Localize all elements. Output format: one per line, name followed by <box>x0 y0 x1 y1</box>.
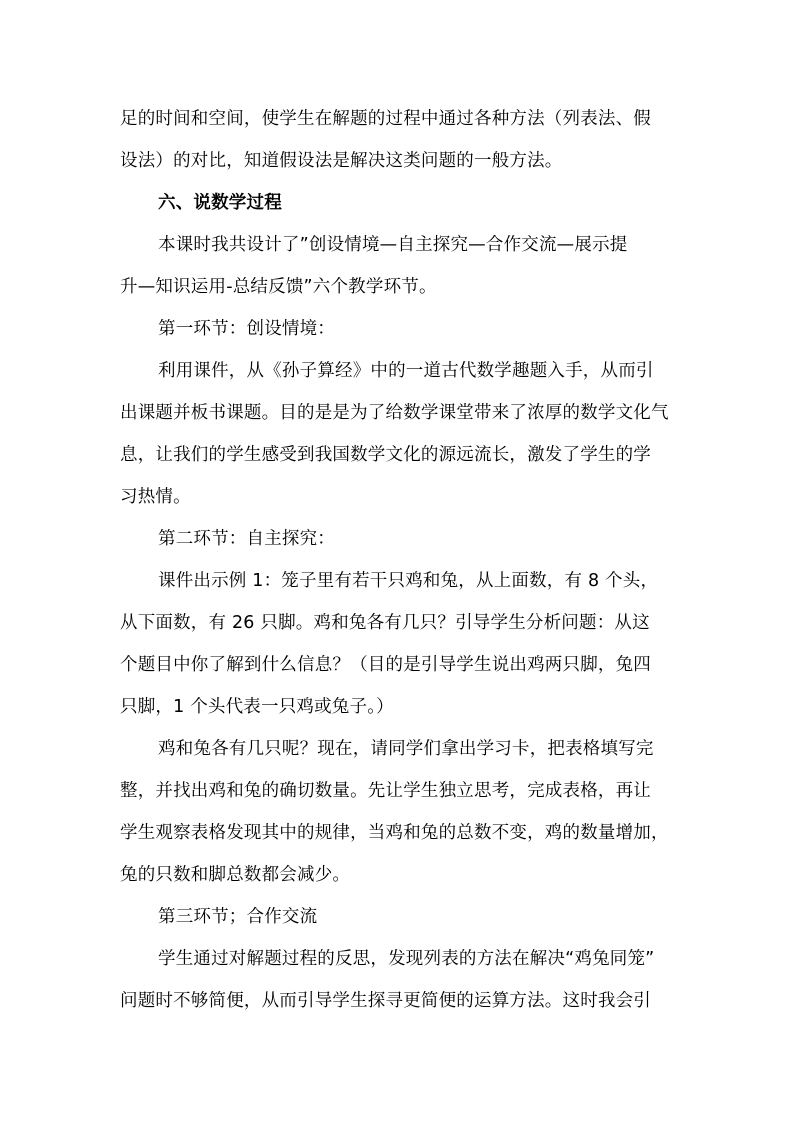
subsection-heading: 第二环节：自主探究： <box>158 529 335 549</box>
paragraph-line: 升—知识运用-总结反馈”六个教学环节。 <box>120 277 437 297</box>
paragraph-line: 出课题并板书课题。目的是是为了给数学课堂带来了浓厚的数学文化气 <box>120 403 669 423</box>
paragraph-line: 鸡和兔各有几只呢？现在，请同学们拿出学习卡，把表格填写完 <box>158 739 654 759</box>
paragraph-line: 问题时不够简便，从而引导学生探寻更简便的运算方法。这时我会引 <box>120 991 651 1011</box>
paragraph-line: 课件出示例 1：笼子里有若干只鸡和兔，从上面数，有 8 个头， <box>158 571 659 591</box>
paragraph-line: 习热情。 <box>120 487 191 507</box>
paragraph-line: 设法）的对比，知道假设法是解决这类问题的一般方法。 <box>120 151 563 171</box>
paragraph-line: 个题目中你了解到什么信息？（目的是引导学生说出鸡两只脚，兔四 <box>120 655 651 675</box>
paragraph-line: 只脚，1 个头代表一只鸡或兔子。） <box>120 697 394 717</box>
subsection-heading: 第三环节；合作交流 <box>158 907 318 927</box>
paragraph-line: 利用课件，从《孙子算经》中的一道古代数学趣题入手，从而引 <box>158 361 654 381</box>
paragraph-line: 兔的只数和脚总数都会减少。 <box>120 865 351 885</box>
paragraph-line: 本课时我共设计了”创设情境—自主探究—合作交流—展示提 <box>158 235 628 255</box>
section-heading: 六、说数学过程 <box>158 193 282 213</box>
paragraph-line: 学生观察表格发现其中的规律，当鸡和兔的总数不变，鸡的数量增加， <box>120 823 669 843</box>
paragraph-line: 整，并找出鸡和兔的确切数量。先让学生独立思考，完成表格，再让 <box>120 781 651 801</box>
paragraph-line: 从下面数，有 26 只脚。鸡和兔各有几只？引导学生分析问题：从这 <box>120 613 650 633</box>
paragraph-line: 学生通过对解题过程的反思，发现列表的方法在解决“鸡兔同笼” <box>158 949 655 969</box>
subsection-heading: 第一环节：创设情境： <box>158 319 335 339</box>
paragraph-line: 息，让我们的学生感受到我国数学文化的源远流长，激发了学生的学 <box>120 445 651 465</box>
paragraph-line: 足的时间和空间，使学生在解题的过程中通过各种方法（列表法、假 <box>120 109 651 129</box>
